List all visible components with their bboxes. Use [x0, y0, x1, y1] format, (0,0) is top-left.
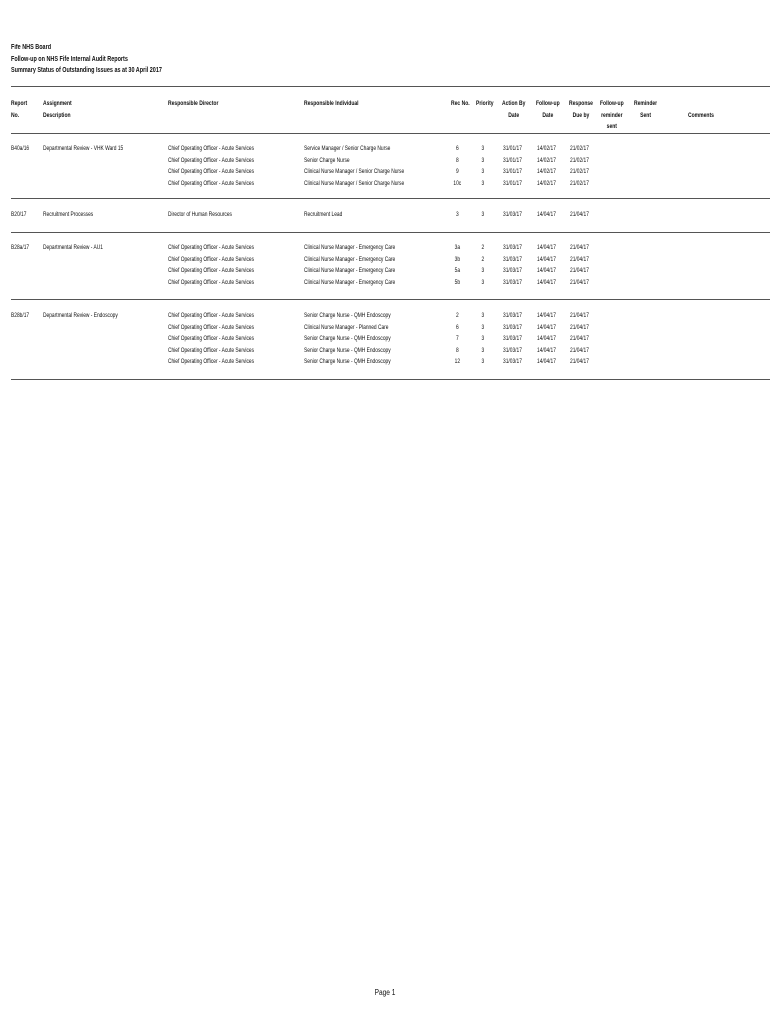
table-cell-action: 31/03/17: [503, 267, 522, 274]
table-cell-individual: Clinical Nurse Manager - Emergency Care: [304, 244, 396, 251]
page-number: Page 1: [374, 988, 396, 997]
table-cell-followup: 14/04/17: [537, 211, 556, 218]
table-cell-response: 21/04/17: [570, 255, 589, 263]
table-cell-individual: Senior Charge Nurse - QMH Endoscopy: [304, 346, 391, 354]
table-cell-response: 21/02/17: [570, 179, 589, 187]
table-cell-rec: 10c: [453, 179, 462, 187]
table-cell-director: Chief Operating Officer - Acute Services: [168, 312, 255, 319]
table-cell-action: 31/03/17: [503, 323, 522, 331]
col-follow-up-reminder: Follow-up reminder sent: [600, 100, 624, 131]
table-cell-rec: 3a: [454, 244, 461, 251]
table-cell-individual: Clinical Nurse Manager - Emergency Care: [304, 278, 396, 286]
table-cell-action: 31/03/17: [503, 211, 522, 218]
table-cell-director: Chief Operating Officer - Acute Services: [168, 244, 255, 251]
table-cell-action: 31/01/17: [503, 168, 522, 175]
table-cell-individual: Senior Charge Nurse - QMH Endoscopy: [304, 335, 391, 342]
table-cell-action: 31/03/17: [503, 255, 522, 263]
table-cell-priority: 3: [481, 346, 485, 354]
table-cell-followup: 14/02/17: [537, 145, 556, 152]
report-number: B40a/16: [11, 145, 30, 152]
group-divider: [11, 198, 770, 199]
table-cell-priority: 3: [481, 156, 485, 164]
table-cell-priority: 3: [481, 211, 485, 218]
table-cell-followup: 14/02/17: [537, 156, 556, 164]
header-rule-top: [11, 86, 770, 87]
table-cell-rec: 8: [455, 346, 459, 354]
table-cell-response: 21/02/17: [570, 145, 589, 152]
board-title: Fife NHS Board: [11, 44, 52, 51]
table-cell-rec: 8: [455, 156, 459, 164]
table-cell-followup: 14/04/17: [537, 335, 556, 342]
table-cell-individual: Senior Charge Nurse - QMH Endoscopy: [304, 312, 391, 319]
table-cell-rec: 6: [455, 323, 459, 331]
table-cell-response: 21/04/17: [570, 211, 589, 218]
table-cell-response: 21/04/17: [570, 346, 589, 354]
table-cell-followup: 14/04/17: [537, 267, 556, 274]
table-cell-director: Chief Operating Officer - Acute Services: [168, 168, 255, 175]
table-cell-individual: Service Manager / Senior Charge Nurse: [304, 145, 391, 152]
table-cell-action: 31/03/17: [503, 278, 522, 286]
table-cell-followup: 14/04/17: [537, 346, 556, 354]
table-cell-director: Chief Operating Officer - Acute Services: [168, 179, 255, 187]
table-cell-action: 31/03/17: [503, 358, 522, 365]
table-cell-individual: Clinical Nurse Manager / Senior Charge Nurse: [304, 168, 405, 175]
table-cell-response: 21/04/17: [570, 323, 589, 331]
table-cell-individual: Recruitment Lead: [304, 211, 343, 218]
col-director: Responsible Director: [168, 100, 219, 107]
table-cell-director: Chief Operating Officer - Acute Services: [168, 267, 255, 274]
col-report: Report No.: [11, 100, 28, 119]
table-cell-followup: 14/04/17: [537, 278, 556, 286]
report-subtitle: Summary Status of Outstanding Issues as at 30 April 2017: [11, 67, 162, 74]
table-cell-rec: 3b: [454, 255, 461, 263]
col-rec-no: Rec No.: [451, 100, 470, 107]
report-title: Follow-up on NHS Fife Internal Audit Reports: [11, 55, 128, 63]
table-cell-priority: 3: [481, 168, 485, 175]
table-cell-director: Chief Operating Officer - Acute Services: [168, 255, 255, 263]
table-cell-priority: 3: [481, 312, 485, 319]
col-individual: Responsible Individual: [304, 100, 359, 107]
table-cell-priority: 3: [481, 267, 485, 274]
table-cell-director: Director of Human Resources: [168, 211, 232, 218]
table-cell-response: 21/02/17: [570, 156, 589, 164]
table-cell-action: 31/03/17: [503, 244, 522, 251]
table-cell-director: Chief Operating Officer - Acute Services: [168, 346, 255, 354]
table-cell-followup: 14/04/17: [537, 323, 556, 331]
table-cell-priority: 3: [481, 323, 485, 331]
table-cell-director: Chief Operating Officer - Acute Services: [168, 145, 255, 152]
table-cell-action: 31/01/17: [503, 179, 522, 187]
table-cell-followup: 14/04/17: [537, 358, 556, 365]
table-cell-response: 21/04/17: [570, 267, 589, 274]
table-cell-rec: 7: [455, 335, 459, 342]
table-cell-followup: 14/02/17: [537, 179, 556, 187]
col-reminder-sent: Reminder Sent: [634, 100, 658, 119]
table-cell-priority: 3: [481, 278, 485, 286]
table-cell-response: 21/04/17: [570, 312, 589, 319]
table-cell-priority: 3: [481, 358, 485, 365]
table-cell-priority: 2: [481, 255, 485, 263]
table-cell-action: 31/01/17: [503, 145, 522, 152]
assignment-description: Departmental Review - Endoscopy: [43, 312, 118, 319]
table-cell-followup: 14/04/17: [537, 255, 556, 263]
assignment-description: Departmental Review - VHK Ward 15: [43, 145, 124, 152]
table-cell-individual: Senior Charge Nurse - QMH Endoscopy: [304, 358, 391, 365]
table-cell-director: Chief Operating Officer - Acute Services: [168, 335, 255, 342]
table-cell-rec: 5a: [454, 267, 461, 274]
table-cell-rec: 6: [455, 145, 459, 152]
report-number: B20/17: [11, 211, 27, 218]
table-cell-director: Chief Operating Officer - Acute Services: [168, 358, 255, 365]
table-cell-rec: 2: [455, 312, 459, 319]
table-cell-rec: 3: [455, 211, 459, 218]
table-cell-response: 21/04/17: [570, 358, 589, 365]
assignment-description: Recruitment Processes: [43, 211, 94, 218]
report-header: [11, 42, 162, 77]
table-cell-followup: 14/04/17: [537, 244, 556, 251]
table-cell-director: Chief Operating Officer - Acute Services: [168, 323, 255, 331]
group-divider: [11, 299, 770, 300]
table-cell-action: 31/03/17: [503, 335, 522, 342]
table-cell-followup: 14/04/17: [537, 312, 556, 319]
table-cell-response: 21/02/17: [570, 168, 589, 175]
header-rule-bottom: [11, 133, 770, 134]
table-cell-action: 31/03/17: [503, 346, 522, 354]
col-response-due: Response Due by: [569, 100, 593, 119]
report-number: B28b/17: [11, 312, 30, 319]
group-divider: [11, 379, 770, 380]
report-number: B28a/17: [11, 244, 30, 251]
col-follow-up-date: Follow-up Date: [536, 100, 560, 119]
table-cell-rec: 9: [455, 168, 459, 175]
col-comments: Comments: [688, 112, 714, 119]
table-cell-priority: 3: [481, 145, 485, 152]
table-cell-director: Chief Operating Officer - Acute Services: [168, 278, 255, 286]
table-cell-rec: 5b: [454, 278, 461, 286]
table-cell-individual: Clinical Nurse Manager / Senior Charge Nurse: [304, 179, 405, 187]
table-cell-individual: Clinical Nurse Manager - Emergency Care: [304, 255, 396, 263]
table-cell-priority: 3: [481, 179, 485, 187]
col-assignment: Assignment Description: [43, 100, 72, 119]
table-cell-priority: 2: [481, 244, 485, 251]
assignment-description: Departmental Review - AU1: [43, 244, 103, 251]
table-cell-director: Chief Operating Officer - Acute Services: [168, 156, 255, 164]
table-cell-priority: 3: [481, 335, 485, 342]
table-cell-action: 31/03/17: [503, 312, 522, 319]
table-cell-response: 21/04/17: [570, 244, 589, 251]
col-action-by: Action By Date: [502, 100, 526, 119]
table-cell-rec: 12: [454, 358, 461, 365]
table-cell-action: 31/01/17: [503, 156, 522, 164]
table-cell-individual: Senior Charge Nurse: [304, 156, 350, 164]
table-cell-followup: 14/02/17: [537, 168, 556, 175]
table-cell-response: 21/04/17: [570, 335, 589, 342]
table-cell-response: 21/04/17: [570, 278, 589, 286]
table-cell-individual: Clinical Nurse Manager - Emergency Care: [304, 267, 396, 274]
col-priority: Priority: [476, 100, 494, 107]
table-cell-individual: Clinical Nurse Manager - Planned Care: [304, 323, 389, 331]
group-divider: [11, 232, 770, 233]
